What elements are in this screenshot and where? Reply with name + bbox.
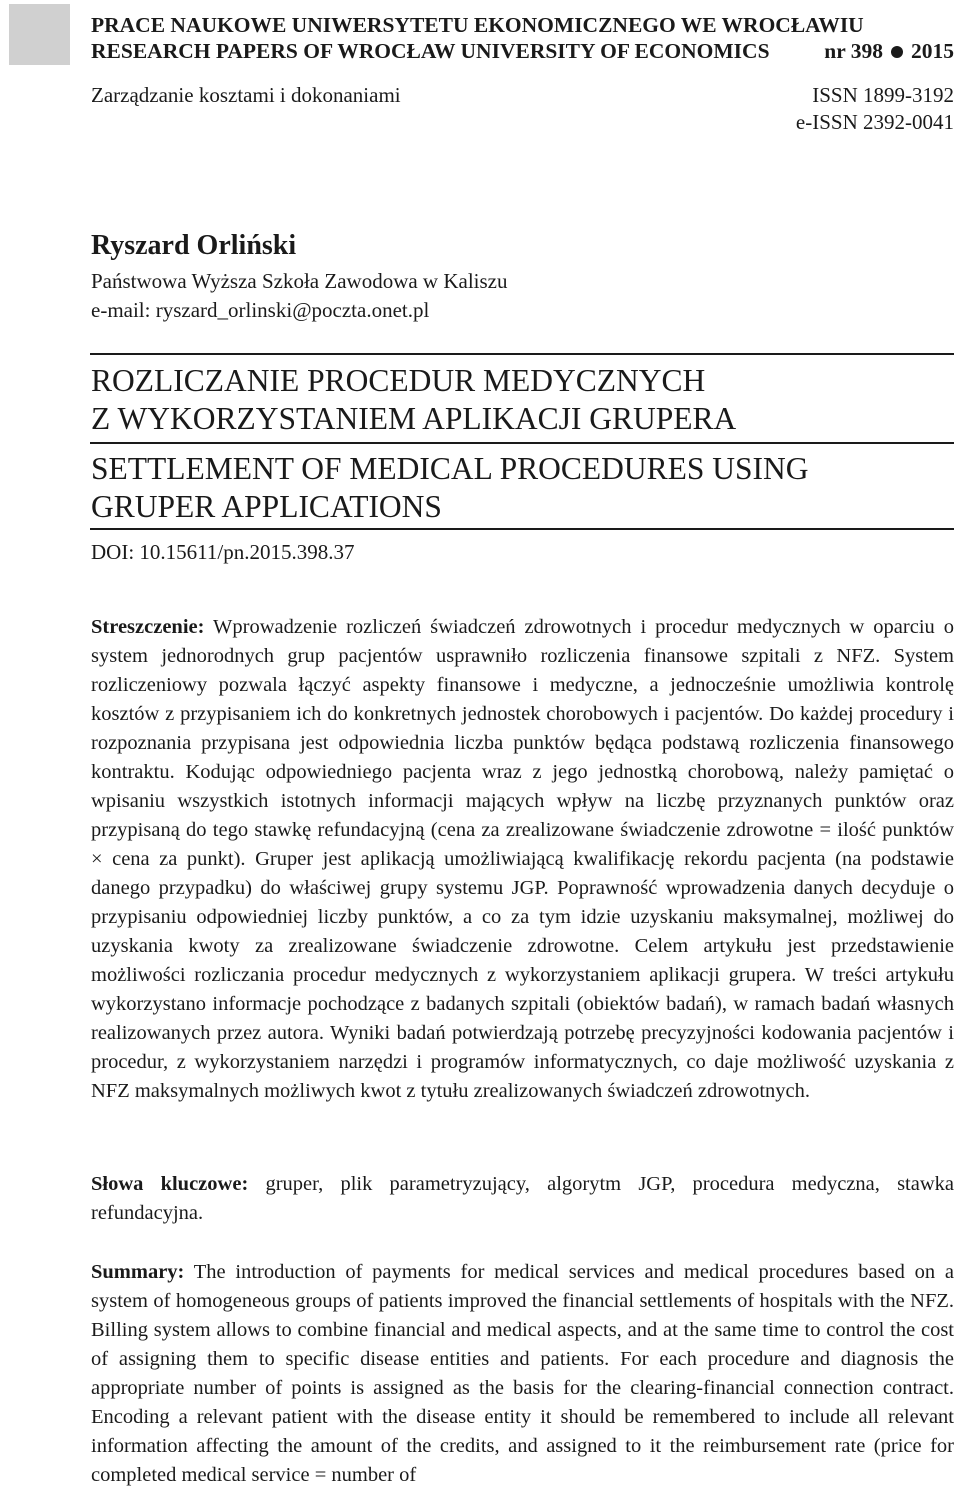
doi: DOI: 10.15611/pn.2015.398.37 (91, 540, 355, 564)
summary-english (91, 1258, 954, 1490)
keywords-polish (91, 1170, 954, 1228)
abstract-label: Streszczenie: (91, 616, 205, 638)
summary-text: The introduction of payments for medical services and medical procedures based on a system of homogeneous groups of patients improved the financial settlements of hospitals with the NFZ. Billing system allows to combine financial and medical aspects, and at the same time to control the cost of assigning them to specific disease entities and patients. For each procedure and diagnosis the appropriate number of points is assigned as the basis for the clearing-financial connection contract. Encoding a relevant patient with the disease entity it should be remembered to include all relevant information affecting the amount of the credits, and assigned to it the reimbursement rate (price for completed medical service = number of (91, 1261, 954, 1486)
keywords-text: gruper, plik parametryzujący, algorytm JGP, procedura medyczna, stawka refundacyjna. (91, 1173, 955, 1224)
corner-marker (9, 4, 70, 65)
author-affiliation: Państwowa Wyższa Szkoła Zawodowa w Kaliszu (91, 269, 508, 293)
issn: ISSN 1899-3192 (812, 83, 954, 107)
series-name: Zarządzanie kosztami i dokonaniami (91, 83, 401, 107)
divider-middle (90, 442, 954, 444)
issue-info (824, 38, 954, 64)
issn-block (796, 82, 954, 136)
summary-label: Summary: (91, 1261, 185, 1283)
author-email: e-mail: ryszard_orlinski@poczta.onet.pl (91, 298, 430, 322)
journal-name-pl: PRACE NAUKOWE UNIWERSYTETU EKONOMICZNEGO WE WROCŁAWIU (91, 13, 864, 37)
journal-header (91, 12, 954, 64)
author-affiliation-block (91, 267, 508, 325)
abstract-polish (91, 613, 954, 1106)
keywords-label: Słowa kluczowe: (91, 1173, 249, 1195)
title-polish: ROZLICZANIE PROCEDUR MEDYCZNYCH Z WYKORZYSTANIEM APLIKACJI GRUPERA (91, 363, 737, 436)
divider-bottom (90, 528, 954, 530)
issue-number: nr 398 (824, 39, 883, 63)
abstract-text: Wprowadzenie rozliczeń świadczeń zdrowotnych i procedur medycznych w oparciu o system jednorodnych grup pacjentów usprawniło rozliczenia finansowe szpitali z NFZ. System rozliczeniowy pozwala łączyć aspekty finansowe i medyczne, a jednocześnie umożliwia kontrolę kosztów z przypisaniem ich do konkretnych jednostek chorobowych i pacjentów. Do każdej procedury i rozpoznania przypisana jest odpowiednia liczba punktów będąca podstawą rozliczenia finansowego kontraktu. Kodując odpowiedniego pacjenta wraz z jego jednostką chorobową, należy pamiętać o wpisaniu wszystkich istotnych informacji mających wpływ na liczbę przyznanych punktów oraz przypisaną do tego stawkę refundacyjną (cena za zrealizowane świadczenie zdrowotne = ilość punktów × cena za punkt). Gruper jest aplikacją umożliwiającą kwalifikację rekordu pacjenta (na podstawie danego przypadku) do właściwej grupy systemu JGP. Poprawność wprowadzenia danych decyduje o przypisaniu odpowiedniej liczby punktów, a co za tym idzie uzyskaniu maksymalnej, możliwej do uzyskania kwoty za zrealizowane świadczenie zdrowotne. Celem artykułu jest przedstawienie możliwości rozliczania procedur medycznych z wykorzystaniem aplikacji grupera. W treści artykułu wykorzystano informacje pochodzące z badanych szpitali (obiektów badań), w ramach badań własnych realizowanych przez autora. Wyniki badań potwierdzają potrzebę precyzyjności kodowania pacjentów i procedur, z wykorzystaniem narzędzi i programów informatycznych, co daje możliwość uzyskania z NFZ maksymalnych możliwych kwot z tytułu zrealizowanych świadczeń zdrowotnych. (91, 616, 954, 1102)
journal-name-en: RESEARCH PAPERS OF WROCŁAW UNIVERSITY OF ECONOMICS nr 398 2015 (91, 39, 954, 63)
title-english: SETTLEMENT OF MEDICAL PROCEDURES USING GRUPER APPLICATIONS (91, 451, 809, 524)
issue-year: 2015 (911, 39, 954, 63)
divider-top (90, 353, 954, 355)
series-line (91, 82, 954, 136)
author-name: Ryszard Orliński (91, 230, 297, 261)
bullet-icon (891, 46, 903, 58)
eissn: e-ISSN 2392-0041 (795, 110, 954, 134)
